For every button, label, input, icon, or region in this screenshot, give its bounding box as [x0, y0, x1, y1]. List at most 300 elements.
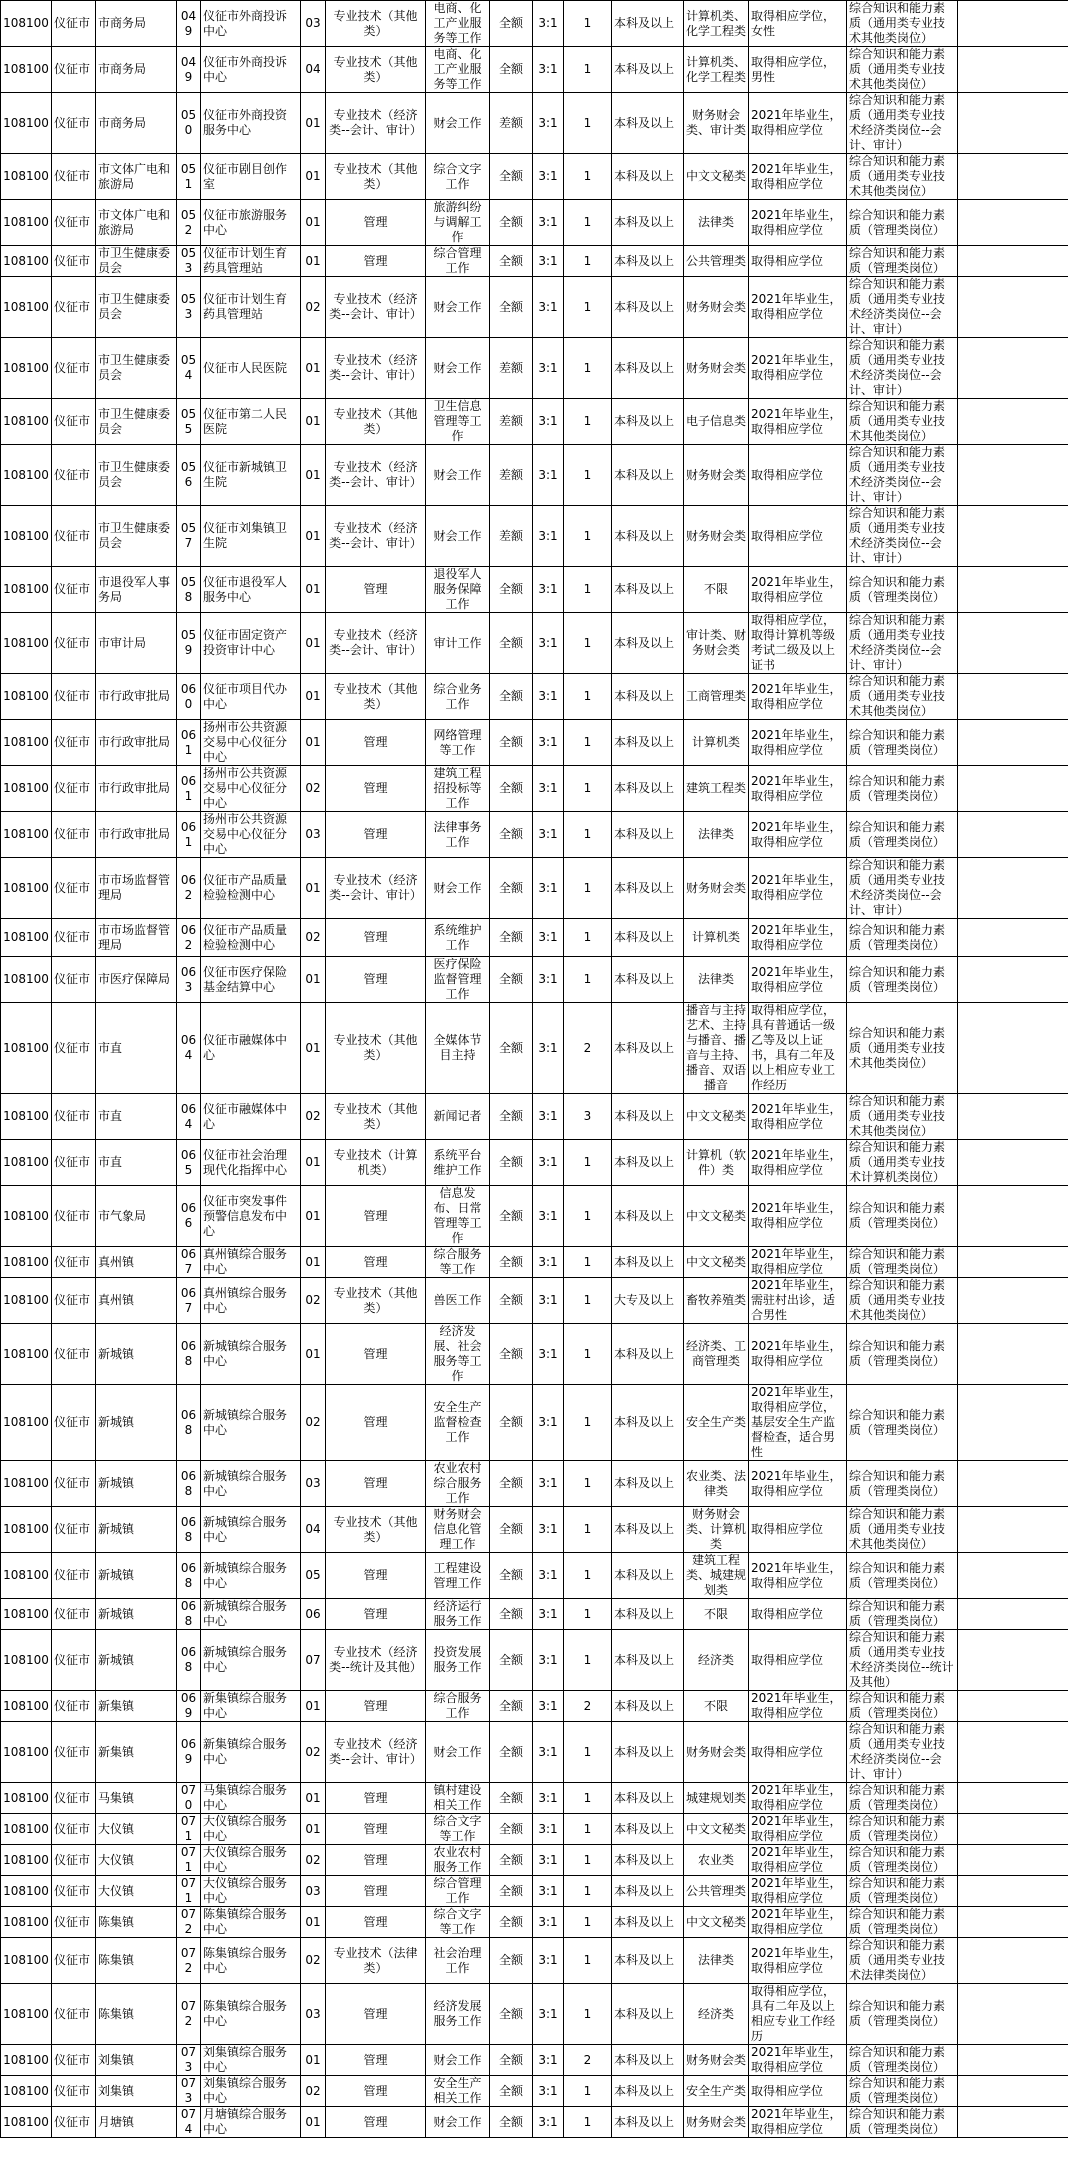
cell-position-code: 01	[301, 720, 326, 766]
cell-ratio: 3:1	[533, 1140, 564, 1186]
cell-unit-number: 068	[177, 1324, 201, 1385]
cell-unit-code: 108100	[1, 506, 52, 567]
cell-city: 仪征市	[52, 1186, 96, 1247]
cell-city: 仪征市	[52, 506, 96, 567]
cell-other-requirements: 取得相应学位，女性	[749, 1, 847, 47]
cell-unit-number: 073	[177, 2045, 201, 2076]
cell-position-type: 专业技术（经济类--统计及其他）	[326, 1630, 426, 1691]
cell-ratio: 3:1	[533, 1003, 564, 1094]
cell-unit-number: 050	[177, 93, 201, 154]
cell-ratio: 3:1	[533, 1691, 564, 1722]
cell-ratio: 3:1	[533, 399, 564, 445]
cell-department: 市卫生健康委员会	[96, 445, 177, 506]
cell-unit-code: 108100	[1, 1783, 52, 1814]
cell-unit-number: 074	[177, 2107, 201, 2138]
cell-headcount: 1	[564, 1876, 612, 1907]
cell-exam-subject: 综合知识和能力素质（管理类岗位）	[847, 246, 958, 277]
cell-exam-subject: 综合知识和能力素质（通用类专业技术其他类岗位）	[847, 154, 958, 200]
cell-job-duties: 财会工作	[426, 2045, 490, 2076]
cell-remarks	[958, 2045, 1068, 2076]
cell-position-type: 专业技术（经济类--会计、审计）	[326, 858, 426, 919]
table-row	[1, 1553, 1068, 1599]
cell-exam-subject: 综合知识和能力素质（管理类岗位）	[847, 200, 958, 246]
cell-major: 工商管理类	[684, 674, 749, 720]
cell-city: 仪征市	[52, 154, 96, 200]
cell-job-duties: 电商、化工产业服务等工作	[426, 47, 490, 93]
cell-other-requirements: 2021年毕业生，需驻村出诊，适合男性	[749, 1278, 847, 1324]
cell-department: 陈集镇	[96, 1907, 177, 1938]
cell-funding-type: 全额	[490, 1507, 533, 1553]
cell-exam-subject: 综合知识和能力素质（通用类专业技术计算机类岗位）	[847, 1140, 958, 1186]
cell-ratio: 3:1	[533, 1938, 564, 1984]
cell-remarks	[958, 47, 1068, 93]
cell-other-requirements: 2021年毕业生，取得相应学位	[749, 2045, 847, 2076]
cell-position-code: 02	[301, 1278, 326, 1324]
cell-position-code: 01	[301, 1691, 326, 1722]
cell-position-code: 02	[301, 277, 326, 338]
cell-unit-code: 108100	[1, 1814, 52, 1845]
table-row	[1, 154, 1068, 200]
cell-department: 大仪镇	[96, 1814, 177, 1845]
cell-job-duties: 农业农村综合服务工作	[426, 1461, 490, 1507]
cell-unit-code: 108100	[1, 2045, 52, 2076]
cell-position-code: 01	[301, 674, 326, 720]
cell-unit-name: 新城镇综合服务中心	[201, 1461, 301, 1507]
cell-exam-subject: 综合知识和能力素质（管理类岗位）	[847, 567, 958, 613]
cell-unit-number: 072	[177, 1938, 201, 1984]
cell-city: 仪征市	[52, 1094, 96, 1140]
cell-major: 农业类、法律类	[684, 1461, 749, 1507]
cell-position-type: 专业技术（其他类）	[326, 1094, 426, 1140]
cell-funding-type: 全额	[490, 2076, 533, 2107]
cell-position-code: 01	[301, 1324, 326, 1385]
cell-unit-code: 108100	[1, 1845, 52, 1876]
cell-city: 仪征市	[52, 1324, 96, 1385]
cell-education: 本科及以上	[612, 2045, 684, 2076]
cell-position-type: 专业技术（其他类）	[326, 1003, 426, 1094]
cell-position-type: 管理	[326, 766, 426, 812]
cell-education: 本科及以上	[612, 1003, 684, 1094]
cell-unit-name: 仪征市新城镇卫生院	[201, 445, 301, 506]
cell-exam-subject: 综合知识和能力素质（管理类岗位）	[847, 1691, 958, 1722]
cell-position-type: 专业技术（经济类--会计、审计）	[326, 93, 426, 154]
cell-exam-subject: 综合知识和能力素质（管理类岗位）	[847, 1324, 958, 1385]
cell-unit-name: 仪征市刘集镇卫生院	[201, 506, 301, 567]
cell-department: 新城镇	[96, 1630, 177, 1691]
cell-position-code: 01	[301, 338, 326, 399]
cell-headcount: 1	[564, 506, 612, 567]
cell-headcount: 1	[564, 1324, 612, 1385]
cell-position-code: 03	[301, 812, 326, 858]
cell-unit-code: 108100	[1, 1, 52, 47]
cell-education: 本科及以上	[612, 1691, 684, 1722]
cell-other-requirements: 2021年毕业生，取得相应学位	[749, 1876, 847, 1907]
cell-education: 本科及以上	[612, 1907, 684, 1938]
cell-ratio: 3:1	[533, 1, 564, 47]
cell-other-requirements: 取得相应学位	[749, 1599, 847, 1630]
cell-position-code: 02	[301, 1094, 326, 1140]
cell-headcount: 1	[564, 1140, 612, 1186]
cell-unit-number: 060	[177, 674, 201, 720]
cell-city: 仪征市	[52, 200, 96, 246]
cell-job-duties: 卫生信息管理等工作	[426, 399, 490, 445]
cell-major: 农业类	[684, 1845, 749, 1876]
table-row	[1, 567, 1068, 613]
cell-ratio: 3:1	[533, 1876, 564, 1907]
table-row	[1, 812, 1068, 858]
cell-education: 本科及以上	[612, 1186, 684, 1247]
cell-remarks	[958, 445, 1068, 506]
cell-ratio: 3:1	[533, 1814, 564, 1845]
cell-exam-subject: 综合知识和能力素质（管理类岗位）	[847, 1876, 958, 1907]
cell-ratio: 3:1	[533, 93, 564, 154]
cell-exam-subject: 综合知识和能力素质（通用类专业技术经济类岗位--会计、审计）	[847, 1722, 958, 1783]
cell-department: 市卫生健康委员会	[96, 506, 177, 567]
cell-funding-type: 差额	[490, 506, 533, 567]
cell-other-requirements: 取得相应学位	[749, 2076, 847, 2107]
cell-ratio: 3:1	[533, 567, 564, 613]
cell-other-requirements: 2021年毕业生，取得相应学位	[749, 1247, 847, 1278]
cell-department: 市卫生健康委员会	[96, 277, 177, 338]
cell-job-duties: 全媒体节目主持	[426, 1003, 490, 1094]
cell-position-code: 01	[301, 246, 326, 277]
cell-other-requirements: 2021年毕业生，取得相应学位	[749, 338, 847, 399]
cell-unit-code: 108100	[1, 277, 52, 338]
cell-unit-number: 068	[177, 1461, 201, 1507]
cell-exam-subject: 综合知识和能力素质（通用类专业技术经济类岗位--会计、审计）	[847, 445, 958, 506]
cell-remarks	[958, 1845, 1068, 1876]
cell-ratio: 3:1	[533, 1324, 564, 1385]
cell-remarks	[958, 1140, 1068, 1186]
cell-city: 仪征市	[52, 1140, 96, 1186]
cell-unit-code: 108100	[1, 858, 52, 919]
cell-exam-subject: 综合知识和能力素质（管理类岗位）	[847, 1783, 958, 1814]
cell-unit-number: 068	[177, 1385, 201, 1461]
cell-position-code: 01	[301, 1003, 326, 1094]
cell-remarks	[958, 1, 1068, 47]
cell-department: 市卫生健康委员会	[96, 338, 177, 399]
cell-unit-name: 新城镇综合服务中心	[201, 1630, 301, 1691]
cell-unit-code: 108100	[1, 154, 52, 200]
table-row	[1, 957, 1068, 1003]
cell-job-duties: 退役军人服务保障工作	[426, 567, 490, 613]
cell-unit-name: 仪征市突发事件预警信息发布中心	[201, 1186, 301, 1247]
cell-ratio: 3:1	[533, 1845, 564, 1876]
cell-job-duties: 财务财会信息化管理工作	[426, 1507, 490, 1553]
cell-remarks	[958, 1783, 1068, 1814]
cell-unit-number: 070	[177, 1783, 201, 1814]
cell-other-requirements: 2021年毕业生，取得相应学位	[749, 154, 847, 200]
cell-major: 财务财会类、计算机类	[684, 1507, 749, 1553]
cell-ratio: 3:1	[533, 919, 564, 957]
cell-unit-name: 仪征市旅游服务中心	[201, 200, 301, 246]
cell-education: 本科及以上	[612, 338, 684, 399]
cell-position-type: 专业技术（法律类）	[326, 1938, 426, 1984]
cell-position-type: 专业技术（经济类--会计、审计）	[326, 613, 426, 674]
cell-other-requirements: 2021年毕业生，取得相应学位	[749, 1783, 847, 1814]
cell-other-requirements: 2021年毕业生，取得相应学位	[749, 1845, 847, 1876]
cell-other-requirements: 2021年毕业生，取得相应学位	[749, 1140, 847, 1186]
cell-job-duties: 兽医工作	[426, 1278, 490, 1324]
cell-education: 本科及以上	[612, 1984, 684, 2045]
cell-department: 大仪镇	[96, 1876, 177, 1907]
cell-exam-subject: 综合知识和能力素质（管理类岗位）	[847, 2107, 958, 2138]
cell-position-type: 专业技术（经济类--会计、审计）	[326, 445, 426, 506]
table-row	[1, 1783, 1068, 1814]
cell-city: 仪征市	[52, 1907, 96, 1938]
cell-headcount: 1	[564, 154, 612, 200]
cell-education: 本科及以上	[612, 1630, 684, 1691]
cell-unit-code: 108100	[1, 1630, 52, 1691]
cell-other-requirements: 2021年毕业生，取得相应学位	[749, 1938, 847, 1984]
cell-unit-name: 仪征市医疗保险基金结算中心	[201, 957, 301, 1003]
table-row	[1, 1984, 1068, 2045]
table-row	[1, 858, 1068, 919]
cell-major: 法律类	[684, 200, 749, 246]
cell-remarks	[958, 1907, 1068, 1938]
cell-ratio: 3:1	[533, 1385, 564, 1461]
cell-position-code: 01	[301, 567, 326, 613]
cell-other-requirements: 取得相应学位	[749, 1722, 847, 1783]
cell-exam-subject: 综合知识和能力素质（管理类岗位）	[847, 919, 958, 957]
cell-unit-name: 新城镇综合服务中心	[201, 1553, 301, 1599]
cell-unit-name: 仪征市剧目创作室	[201, 154, 301, 200]
cell-unit-name: 新城镇综合服务中心	[201, 1599, 301, 1630]
cell-education: 本科及以上	[612, 1876, 684, 1907]
cell-education: 本科及以上	[612, 674, 684, 720]
table-body	[1, 1, 1068, 2138]
cell-exam-subject: 综合知识和能力素质（管理类岗位）	[847, 766, 958, 812]
cell-education: 本科及以上	[612, 1845, 684, 1876]
cell-position-type: 管理	[326, 720, 426, 766]
cell-unit-number: 069	[177, 1722, 201, 1783]
cell-ratio: 3:1	[533, 2076, 564, 2107]
cell-headcount: 1	[564, 1, 612, 47]
cell-major: 财务财会类	[684, 445, 749, 506]
cell-major: 中文文秘类	[684, 1814, 749, 1845]
cell-headcount: 1	[564, 2076, 612, 2107]
cell-unit-code: 108100	[1, 1094, 52, 1140]
cell-funding-type: 全额	[490, 1907, 533, 1938]
cell-department: 刘集镇	[96, 2045, 177, 2076]
cell-unit-code: 108100	[1, 812, 52, 858]
cell-city: 仪征市	[52, 1507, 96, 1553]
cell-position-code: 01	[301, 2107, 326, 2138]
cell-unit-code: 108100	[1, 1553, 52, 1599]
cell-remarks	[958, 154, 1068, 200]
cell-education: 本科及以上	[612, 1938, 684, 1984]
cell-ratio: 3:1	[533, 674, 564, 720]
cell-unit-name: 新城镇综合服务中心	[201, 1385, 301, 1461]
cell-city: 仪征市	[52, 1722, 96, 1783]
cell-ratio: 3:1	[533, 2107, 564, 2138]
cell-major: 财务财会类	[684, 1722, 749, 1783]
cell-funding-type: 全额	[490, 1003, 533, 1094]
cell-major: 公共管理类	[684, 1876, 749, 1907]
cell-job-duties: 农业农村服务工作	[426, 1845, 490, 1876]
cell-exam-subject: 综合知识和能力素质（管理类岗位）	[847, 957, 958, 1003]
table-row	[1, 1324, 1068, 1385]
cell-unit-code: 108100	[1, 1461, 52, 1507]
cell-ratio: 3:1	[533, 1186, 564, 1247]
cell-headcount: 1	[564, 399, 612, 445]
cell-unit-code: 108100	[1, 1324, 52, 1385]
cell-education: 本科及以上	[612, 2107, 684, 2138]
cell-unit-code: 108100	[1, 957, 52, 1003]
cell-position-type: 专业技术（其他类）	[326, 1507, 426, 1553]
cell-position-type: 专业技术（其他类）	[326, 674, 426, 720]
cell-funding-type: 全额	[490, 1094, 533, 1140]
table-row	[1, 1691, 1068, 1722]
cell-unit-name: 仪征市融媒体中心	[201, 1003, 301, 1094]
cell-other-requirements: 2021年毕业生，取得相应学位	[749, 1814, 847, 1845]
cell-other-requirements: 2021年毕业生，取得相应学位	[749, 1186, 847, 1247]
cell-city: 仪征市	[52, 1553, 96, 1599]
cell-funding-type: 全额	[490, 720, 533, 766]
cell-unit-code: 108100	[1, 1003, 52, 1094]
cell-department: 市文体广电和旅游局	[96, 154, 177, 200]
cell-funding-type: 全额	[490, 1140, 533, 1186]
cell-funding-type: 全额	[490, 1599, 533, 1630]
cell-city: 仪征市	[52, 766, 96, 812]
cell-headcount: 1	[564, 1247, 612, 1278]
cell-remarks	[958, 277, 1068, 338]
cell-unit-name: 刘集镇综合服务中心	[201, 2076, 301, 2107]
cell-position-code: 01	[301, 1247, 326, 1278]
cell-unit-name: 陈集镇综合服务中心	[201, 1938, 301, 1984]
cell-headcount: 2	[564, 2045, 612, 2076]
cell-job-duties: 财会工作	[426, 506, 490, 567]
table-row	[1, 1507, 1068, 1553]
table-row	[1, 1876, 1068, 1907]
cell-unit-code: 108100	[1, 1599, 52, 1630]
cell-major: 安全生产类	[684, 2076, 749, 2107]
cell-education: 本科及以上	[612, 246, 684, 277]
cell-major: 财务财会类、审计类	[684, 93, 749, 154]
cell-unit-name: 仪征市融媒体中心	[201, 1094, 301, 1140]
cell-headcount: 1	[564, 445, 612, 506]
table-row	[1, 47, 1068, 93]
cell-unit-code: 108100	[1, 1984, 52, 2045]
cell-other-requirements: 取得相应学位，取得计算机等级考试二级及以上证书	[749, 613, 847, 674]
cell-funding-type: 差额	[490, 338, 533, 399]
cell-other-requirements: 2021年毕业生，取得相应学位	[749, 277, 847, 338]
table-row	[1, 1461, 1068, 1507]
cell-remarks	[958, 1691, 1068, 1722]
cell-department: 市行政审批局	[96, 674, 177, 720]
cell-major: 中文文秘类	[684, 1247, 749, 1278]
cell-headcount: 1	[564, 93, 612, 154]
cell-unit-number: 066	[177, 1186, 201, 1247]
cell-education: 本科及以上	[612, 1507, 684, 1553]
table-row	[1, 246, 1068, 277]
cell-unit-number: 054	[177, 338, 201, 399]
cell-education: 本科及以上	[612, 858, 684, 919]
cell-department: 市文体广电和旅游局	[96, 200, 177, 246]
cell-job-duties: 经济发展服务工作	[426, 1984, 490, 2045]
table-row	[1, 1938, 1068, 1984]
cell-education: 本科及以上	[612, 1814, 684, 1845]
cell-unit-name: 扬州市公共资源交易中心仪征分中心	[201, 766, 301, 812]
table-row	[1, 93, 1068, 154]
table-row	[1, 445, 1068, 506]
cell-funding-type: 全额	[490, 766, 533, 812]
cell-job-duties: 财会工作	[426, 93, 490, 154]
cell-headcount: 1	[564, 613, 612, 674]
cell-department: 新城镇	[96, 1507, 177, 1553]
cell-headcount: 1	[564, 338, 612, 399]
table-row	[1, 277, 1068, 338]
cell-unit-name: 仪征市外商投诉中心	[201, 47, 301, 93]
cell-city: 仪征市	[52, 277, 96, 338]
cell-unit-name: 仪征市产品质量检验检测中心	[201, 858, 301, 919]
cell-unit-code: 108100	[1, 338, 52, 399]
cell-position-code: 04	[301, 1507, 326, 1553]
cell-remarks	[958, 2076, 1068, 2107]
cell-job-duties: 财会工作	[426, 445, 490, 506]
cell-ratio: 3:1	[533, 506, 564, 567]
cell-job-duties: 网络管理等工作	[426, 720, 490, 766]
cell-education: 本科及以上	[612, 567, 684, 613]
cell-other-requirements: 2021年毕业生，取得相应学位	[749, 957, 847, 1003]
cell-other-requirements: 2021年毕业生，取得相应学位	[749, 674, 847, 720]
cell-ratio: 3:1	[533, 812, 564, 858]
cell-education: 本科及以上	[612, 957, 684, 1003]
cell-department: 新城镇	[96, 1599, 177, 1630]
cell-job-duties: 安全生产监督检查工作	[426, 1385, 490, 1461]
cell-other-requirements: 2021年毕业生，取得相应学位	[749, 720, 847, 766]
table-row	[1, 1094, 1068, 1140]
cell-department: 真州镇	[96, 1247, 177, 1278]
cell-exam-subject: 综合知识和能力素质（通用类专业技术其他类岗位）	[847, 1094, 958, 1140]
cell-funding-type: 全额	[490, 1461, 533, 1507]
cell-position-type: 管理	[326, 1324, 426, 1385]
cell-unit-number: 055	[177, 399, 201, 445]
table-row	[1, 919, 1068, 957]
cell-major: 安全生产类	[684, 1385, 749, 1461]
cell-unit-code: 108100	[1, 919, 52, 957]
cell-job-duties: 经济运行服务工作	[426, 1599, 490, 1630]
cell-unit-name: 仪征市产品质量检验检测中心	[201, 919, 301, 957]
cell-major: 畜牧养殖类	[684, 1278, 749, 1324]
cell-position-type: 专业技术（其他类）	[326, 1278, 426, 1324]
cell-unit-number: 072	[177, 1907, 201, 1938]
cell-funding-type: 差额	[490, 399, 533, 445]
cell-headcount: 1	[564, 277, 612, 338]
cell-unit-name: 扬州市公共资源交易中心仪征分中心	[201, 720, 301, 766]
cell-ratio: 3:1	[533, 154, 564, 200]
cell-remarks	[958, 957, 1068, 1003]
cell-education: 本科及以上	[612, 720, 684, 766]
cell-city: 仪征市	[52, 567, 96, 613]
cell-remarks	[958, 1984, 1068, 2045]
cell-funding-type: 全额	[490, 1186, 533, 1247]
cell-position-type: 专业技术（其他类）	[326, 47, 426, 93]
cell-remarks	[958, 674, 1068, 720]
cell-headcount: 1	[564, 1984, 612, 2045]
cell-headcount: 1	[564, 674, 612, 720]
cell-headcount: 1	[564, 200, 612, 246]
cell-remarks	[958, 2107, 1068, 2138]
cell-department: 月塘镇	[96, 2107, 177, 2138]
cell-other-requirements: 2021年毕业生，取得相应学位	[749, 2107, 847, 2138]
cell-major: 财务财会类	[684, 2107, 749, 2138]
cell-unit-name: 大仪镇综合服务中心	[201, 1845, 301, 1876]
table-row	[1, 720, 1068, 766]
cell-education: 本科及以上	[612, 1247, 684, 1278]
cell-position-type: 管理	[326, 1691, 426, 1722]
cell-unit-number: 053	[177, 246, 201, 277]
